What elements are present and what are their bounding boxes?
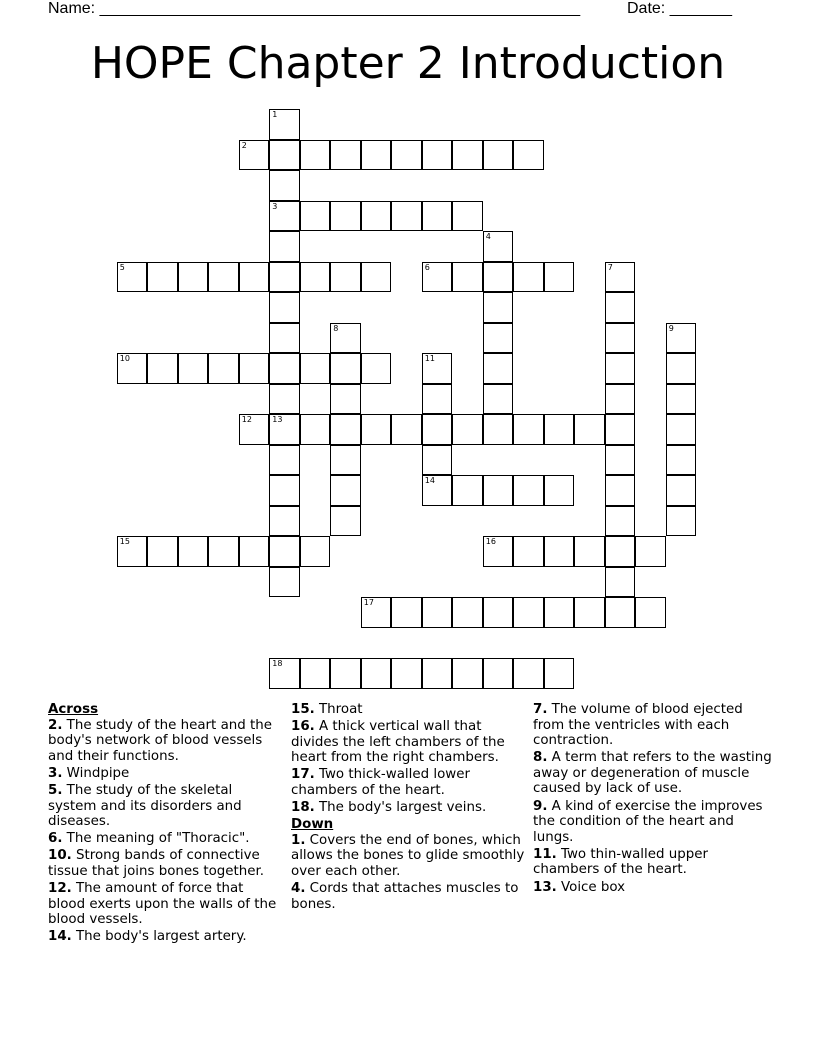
- grid-cell[interactable]: [513, 140, 544, 171]
- grid-cell[interactable]: [330, 506, 361, 537]
- grid-cell[interactable]: [239, 262, 270, 293]
- grid-cell[interactable]: [666, 445, 697, 476]
- grid-cell[interactable]: [330, 414, 361, 445]
- grid-cell[interactable]: [300, 414, 331, 445]
- grid-cell[interactable]: [269, 567, 300, 598]
- grid-cell[interactable]: [391, 414, 422, 445]
- grid-cell[interactable]: [666, 384, 697, 415]
- grid-cell[interactable]: [361, 353, 392, 384]
- clue-column-3: [533, 702, 773, 897]
- grid-cell[interactable]: [483, 262, 514, 293]
- grid-cell[interactable]: [269, 231, 300, 262]
- grid-cell[interactable]: [361, 140, 392, 171]
- grid-cell[interactable]: [513, 597, 544, 628]
- grid-cell[interactable]: [300, 536, 331, 567]
- clue-number-12: 12: [241, 415, 252, 425]
- across-heading: Across: [48, 702, 99, 717]
- grid-cell[interactable]: [483, 384, 514, 415]
- grid-cell[interactable]: [422, 140, 453, 171]
- grid-cell[interactable]: [483, 353, 514, 384]
- grid-cell[interactable]: [239, 536, 270, 567]
- clue-number-16: 16: [485, 537, 496, 547]
- clue-across-2: 2. The study of the heart and the body's network of blood vessels and their functions.: [48, 717, 272, 764]
- grid-cell[interactable]: [330, 323, 361, 354]
- grid-cell[interactable]: [422, 414, 453, 445]
- grid-cell[interactable]: [422, 445, 453, 476]
- clue-number-2: 2: [241, 140, 247, 150]
- grid-cell[interactable]: [666, 506, 697, 537]
- grid-cell[interactable]: [178, 262, 209, 293]
- grid-cell[interactable]: [361, 597, 392, 628]
- grid-cell[interactable]: [605, 567, 636, 598]
- grid-cell[interactable]: [269, 262, 300, 293]
- grid-cell[interactable]: [544, 414, 575, 445]
- grid-cell[interactable]: [269, 201, 300, 232]
- clue-number-14: 14: [424, 476, 435, 486]
- clue-across-3: 3. Windpipe: [48, 765, 130, 781]
- grid-cell[interactable]: [300, 262, 331, 293]
- grid-cell[interactable]: [330, 475, 361, 506]
- clue-number-7: 7: [607, 262, 613, 272]
- clue-across-17: 17. Two thick-walled lower chambers of the heart.: [291, 767, 470, 798]
- clue-down-1: 1. Covers the end of bones, which allows the bones to glide smoothly over each other.: [291, 832, 525, 879]
- grid-cell[interactable]: [422, 384, 453, 415]
- grid-cell[interactable]: [452, 658, 483, 689]
- grid-cell[interactable]: [208, 353, 239, 384]
- grid-cell[interactable]: [544, 536, 575, 567]
- grid-cell[interactable]: [117, 353, 148, 384]
- grid-cell[interactable]: [483, 414, 514, 445]
- clue-across-5: 5. The study of the skeletal system and its disorders and diseases.: [48, 782, 242, 830]
- clue-number-6: 6: [424, 262, 430, 272]
- grid-cell[interactable]: [544, 475, 575, 506]
- grid-cell[interactable]: [574, 597, 605, 628]
- grid-cell[interactable]: [513, 658, 544, 689]
- grid-cell[interactable]: [178, 353, 209, 384]
- grid-cell[interactable]: [178, 536, 209, 567]
- grid-cell[interactable]: [117, 262, 148, 293]
- grid-cell[interactable]: [452, 597, 483, 628]
- grid-cell[interactable]: [269, 414, 300, 445]
- grid-cell[interactable]: [513, 475, 544, 506]
- grid-cell[interactable]: [300, 140, 331, 171]
- clue-number-15: 15: [119, 537, 130, 547]
- clue-column-1: [48, 702, 283, 946]
- grid-cell[interactable]: [391, 597, 422, 628]
- clue-across-16: 16. A thick vertical wall that divides the left chambers of the heart from the right chambers.: [291, 719, 505, 766]
- grid-cell[interactable]: [544, 658, 575, 689]
- grid-cell[interactable]: [269, 445, 300, 476]
- grid-cell[interactable]: [361, 658, 392, 689]
- grid-cell[interactable]: [422, 201, 453, 232]
- grid-cell[interactable]: [330, 384, 361, 415]
- grid-cell[interactable]: [483, 323, 514, 354]
- grid-cell[interactable]: [452, 140, 483, 171]
- grid-cell[interactable]: [605, 384, 636, 415]
- grid-cell[interactable]: [269, 323, 300, 354]
- grid-cell[interactable]: [666, 414, 697, 445]
- grid-cell[interactable]: [330, 658, 361, 689]
- grid-cell[interactable]: [239, 414, 270, 445]
- clue-across-14: 14. The body's largest artery.: [48, 929, 247, 945]
- grid-cell[interactable]: [605, 353, 636, 384]
- grid-cell[interactable]: [361, 414, 392, 445]
- clue-across-18: 18. The body's largest veins.: [291, 800, 487, 816]
- grid-cell[interactable]: [147, 353, 178, 384]
- grid-cell[interactable]: [513, 262, 544, 293]
- clue-across-10: 10. Strong bands of connective tissue that joins bones together.: [48, 848, 265, 879]
- clue-number-4: 4: [485, 232, 491, 242]
- grid-cell[interactable]: [300, 353, 331, 384]
- grid-cell[interactable]: [269, 506, 300, 537]
- clue-across-15: 15. Throat: [291, 702, 363, 717]
- clue-number-9: 9: [668, 323, 674, 333]
- grid-cell[interactable]: [574, 414, 605, 445]
- grid-cell[interactable]: [391, 658, 422, 689]
- clue-column-2: [291, 702, 527, 914]
- grid-cell[interactable]: [605, 292, 636, 323]
- clue-number-17: 17: [363, 598, 374, 608]
- grid-cell[interactable]: [452, 475, 483, 506]
- clue-number-10: 10: [119, 354, 130, 364]
- grid-cell[interactable]: [605, 536, 636, 567]
- grid-cell[interactable]: [147, 262, 178, 293]
- grid-cell[interactable]: [452, 414, 483, 445]
- clue-down-7: 7. The volume of blood ejected from the ventricles with each contraction.: [533, 702, 743, 749]
- grid-cell[interactable]: [361, 201, 392, 232]
- grid-cell[interactable]: [330, 201, 361, 232]
- grid-cell[interactable]: [269, 658, 300, 689]
- clue-number-1: 1: [272, 110, 278, 120]
- grid-cell[interactable]: [666, 323, 697, 354]
- clue-down-13: 13. Voice box: [533, 879, 626, 895]
- grid-cell[interactable]: [269, 353, 300, 384]
- grid-cell[interactable]: [269, 475, 300, 506]
- grid-cell[interactable]: [117, 536, 148, 567]
- clue-number-11: 11: [424, 354, 435, 364]
- clue-across-12: 12. The amount of force that blood exerts upon the walls of the blood vessels.: [48, 881, 277, 928]
- grid-cell[interactable]: [269, 170, 300, 201]
- clue-across-6: 6. The meaning of "Thoracic".: [48, 831, 250, 847]
- grid-cell[interactable]: [330, 140, 361, 171]
- page-title: HOPE Chapter 2 Introduction: [90, 38, 726, 89]
- grid-cell[interactable]: [422, 475, 453, 506]
- grid-cell[interactable]: [605, 445, 636, 476]
- clue-down-11: 11. Two thin-walled upper chambers of the heart.: [533, 846, 708, 878]
- grid-cell[interactable]: [422, 597, 453, 628]
- grid-cell[interactable]: [513, 536, 544, 567]
- grid-cell[interactable]: [269, 140, 300, 171]
- grid-cell[interactable]: [483, 658, 514, 689]
- grid-cell[interactable]: [300, 201, 331, 232]
- grid-cell[interactable]: [605, 262, 636, 293]
- clue-down-9: 9. A kind of exercise the improves the condition of the heart and lungs.: [533, 798, 763, 845]
- clue-number-13: 13: [272, 415, 283, 425]
- grid-cell[interactable]: [452, 201, 483, 232]
- clue-number-18: 18: [272, 659, 283, 669]
- grid-cell[interactable]: [544, 262, 575, 293]
- grid-cell[interactable]: [483, 140, 514, 171]
- grid-cell[interactable]: [208, 262, 239, 293]
- grid-cell[interactable]: [605, 414, 636, 445]
- grid-cell[interactable]: [330, 262, 361, 293]
- grid-cell[interactable]: [605, 506, 636, 537]
- grid-cell[interactable]: [605, 597, 636, 628]
- grid-cell[interactable]: [483, 292, 514, 323]
- grid-cell[interactable]: [147, 536, 178, 567]
- down-heading: Down: [291, 817, 334, 833]
- grid-cell[interactable]: [300, 658, 331, 689]
- name-line[interactable]: Name: ______________________________________________________: [48, 0, 581, 17]
- grid-cell[interactable]: [391, 140, 422, 171]
- grid-cell[interactable]: [269, 292, 300, 323]
- grid-cell[interactable]: [391, 201, 422, 232]
- grid-cell[interactable]: [239, 140, 270, 171]
- grid-cell[interactable]: [269, 384, 300, 415]
- clue-number-3: 3: [272, 201, 278, 211]
- grid-cell[interactable]: [605, 323, 636, 354]
- grid-cell[interactable]: [422, 658, 453, 689]
- clue-number-8: 8: [333, 323, 339, 333]
- grid-cell[interactable]: [666, 353, 697, 384]
- clue-down-8: 8. A term that refers to the wasting away or degeneration of muscle caused by lack of use.: [533, 750, 772, 797]
- grid-cell[interactable]: [269, 109, 300, 140]
- grid-cell[interactable]: [483, 536, 514, 567]
- grid-cell[interactable]: [330, 353, 361, 384]
- grid-cell[interactable]: [574, 536, 605, 567]
- grid-cell[interactable]: [422, 353, 453, 384]
- grid-cell[interactable]: [605, 475, 636, 506]
- date-line[interactable]: Date: _______: [627, 0, 732, 17]
- grid-cell[interactable]: [483, 597, 514, 628]
- grid-cell[interactable]: [208, 536, 239, 567]
- clue-down-4: 4. Cords that attaches muscles to bones.: [291, 881, 519, 912]
- grid-cell[interactable]: [483, 475, 514, 506]
- grid-cell[interactable]: [513, 414, 544, 445]
- grid-cell[interactable]: [635, 536, 666, 567]
- grid-cell[interactable]: [269, 536, 300, 567]
- grid-cell[interactable]: [666, 475, 697, 506]
- clue-number-5: 5: [119, 262, 125, 272]
- grid-cell[interactable]: [635, 597, 666, 628]
- grid-cell[interactable]: [483, 231, 514, 262]
- grid-cell[interactable]: [422, 262, 453, 293]
- grid-cell[interactable]: [544, 597, 575, 628]
- grid-cell[interactable]: [452, 262, 483, 293]
- grid-cell[interactable]: [330, 445, 361, 476]
- grid-cell[interactable]: [239, 353, 270, 384]
- grid-cell[interactable]: [361, 262, 392, 293]
